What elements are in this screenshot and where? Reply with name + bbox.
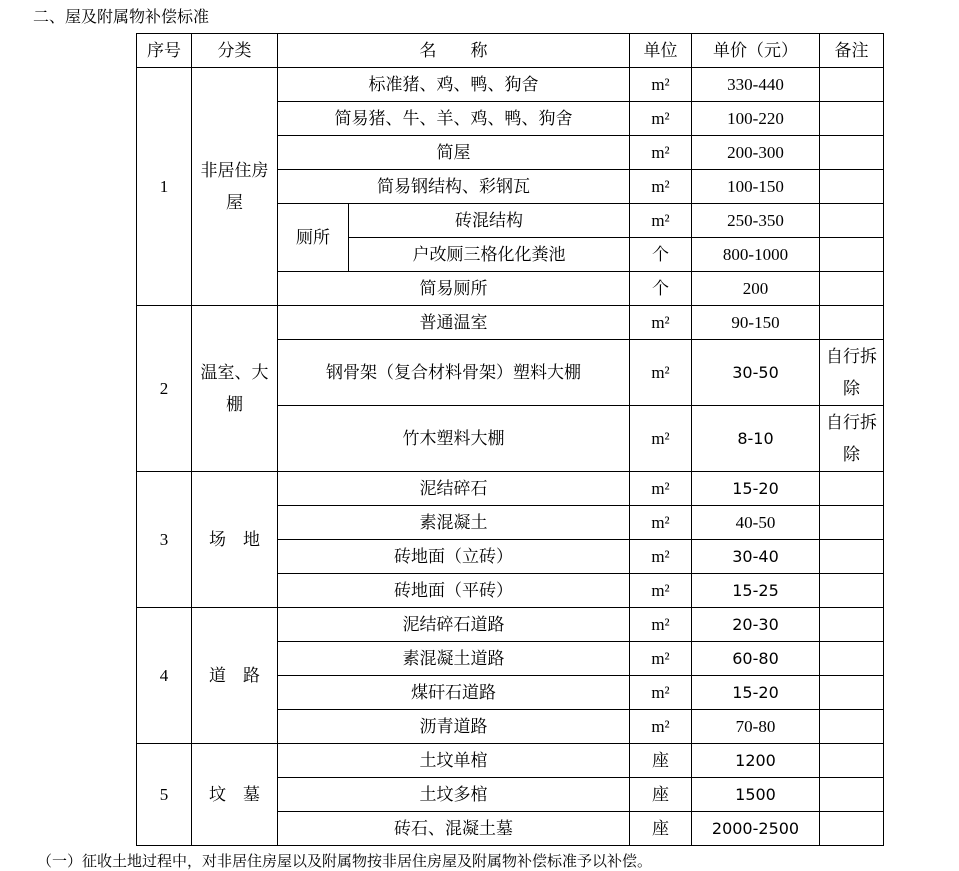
item-unit: m² — [630, 642, 692, 676]
table-header-row — [137, 34, 884, 68]
item-price: 20-30 — [692, 608, 820, 642]
item-price: 800-1000 — [692, 238, 820, 272]
item-unit: m² — [630, 406, 692, 472]
item-note — [820, 710, 884, 744]
item-note — [820, 540, 884, 574]
item-price: 40-50 — [692, 506, 820, 540]
group-seq: 1 — [137, 68, 192, 306]
item-unit: m² — [630, 608, 692, 642]
item-unit: m² — [630, 306, 692, 340]
group-seq: 2 — [137, 306, 192, 472]
item-note — [820, 170, 884, 204]
item-price: 30-40 — [692, 540, 820, 574]
group-category: 坟 墓 — [192, 744, 278, 846]
item-name: 户改厕三格化化粪池 — [349, 238, 630, 272]
table-row — [137, 608, 884, 642]
item-unit: 个 — [630, 238, 692, 272]
item-note — [820, 238, 884, 272]
item-name: 泥结碎石道路 — [278, 608, 630, 642]
header-note: 备注 — [820, 34, 884, 68]
item-name: 竹木塑料大棚 — [278, 406, 630, 472]
table-row — [137, 472, 884, 506]
item-price: 200 — [692, 272, 820, 306]
item-note — [820, 68, 884, 102]
table-row — [137, 68, 884, 102]
header-category: 分类 — [192, 34, 278, 68]
item-name: 泥结碎石 — [278, 472, 630, 506]
item-price: 100-150 — [692, 170, 820, 204]
item-unit: m² — [630, 506, 692, 540]
item-name: 砖石、混凝土墓 — [278, 812, 630, 846]
item-unit: m² — [630, 540, 692, 574]
item-price: 90-150 — [692, 306, 820, 340]
item-note — [820, 204, 884, 238]
item-unit: m² — [630, 676, 692, 710]
item-note — [820, 642, 884, 676]
footer-note: （一）征收土地过程中，对非居住房屋以及附属物按非居住房屋及附属物补偿标准予以补偿。 — [37, 852, 653, 870]
header-unit: 单位 — [630, 34, 692, 68]
item-price: 250-350 — [692, 204, 820, 238]
item-unit: 座 — [630, 744, 692, 778]
group-seq: 4 — [137, 608, 192, 744]
item-unit: m² — [630, 340, 692, 406]
item-note — [820, 778, 884, 812]
item-price: 15-25 — [692, 574, 820, 608]
item-unit: m² — [630, 102, 692, 136]
item-price: 1500 — [692, 778, 820, 812]
group-seq: 3 — [137, 472, 192, 608]
compensation-table — [136, 33, 884, 846]
item-note — [820, 272, 884, 306]
item-unit: m² — [630, 68, 692, 102]
item-unit: m² — [630, 472, 692, 506]
header-seq: 序号 — [137, 34, 192, 68]
item-price: 330-440 — [692, 68, 820, 102]
item-note — [820, 506, 884, 540]
item-name: 简易钢结构、彩钢瓦 — [278, 170, 630, 204]
item-note — [820, 676, 884, 710]
item-name: 土坟单棺 — [278, 744, 630, 778]
header-name: 名 称 — [278, 34, 630, 68]
item-unit: m² — [630, 204, 692, 238]
item-name: 简屋 — [278, 136, 630, 170]
item-unit: 个 — [630, 272, 692, 306]
item-price: 100-220 — [692, 102, 820, 136]
item-name: 砖混结构 — [349, 204, 630, 238]
item-note — [820, 306, 884, 340]
item-unit: m² — [630, 710, 692, 744]
item-note: 自行拆除 — [820, 340, 884, 406]
item-name: 沥青道路 — [278, 710, 630, 744]
item-note — [820, 472, 884, 506]
item-unit: 座 — [630, 778, 692, 812]
item-name: 砖地面（立砖） — [278, 540, 630, 574]
item-price: 1200 — [692, 744, 820, 778]
item-note — [820, 608, 884, 642]
item-note — [820, 102, 884, 136]
item-name: 标准猪、鸡、鸭、狗舍 — [278, 68, 630, 102]
item-note — [820, 574, 884, 608]
item-unit: m² — [630, 574, 692, 608]
item-name: 简易猪、牛、羊、鸡、鸭、狗舍 — [278, 102, 630, 136]
item-price: 15-20 — [692, 472, 820, 506]
item-price: 70-80 — [692, 710, 820, 744]
header-price: 单价（元） — [692, 34, 820, 68]
item-note — [820, 744, 884, 778]
item-price: 15-20 — [692, 676, 820, 710]
item-note: 自行拆除 — [820, 406, 884, 472]
item-name: 煤矸石道路 — [278, 676, 630, 710]
group-category: 场 地 — [192, 472, 278, 608]
item-unit: m² — [630, 136, 692, 170]
item-price: 60-80 — [692, 642, 820, 676]
group-category: 非居住房屋 — [192, 68, 278, 306]
item-price: 30-50 — [692, 340, 820, 406]
item-price: 8-10 — [692, 406, 820, 472]
item-note — [820, 136, 884, 170]
item-name: 素混凝土 — [278, 506, 630, 540]
item-price: 2000-2500 — [692, 812, 820, 846]
item-name: 简易厕所 — [278, 272, 630, 306]
item-unit: 座 — [630, 812, 692, 846]
item-name: 素混凝土道路 — [278, 642, 630, 676]
item-unit: m² — [630, 170, 692, 204]
table-row — [137, 744, 884, 778]
item-name: 土坟多棺 — [278, 778, 630, 812]
section-heading: 二、屋及附属物补偿标准 — [33, 7, 210, 26]
group-seq: 5 — [137, 744, 192, 846]
group-category: 温室、大棚 — [192, 306, 278, 472]
subcategory-toilet: 厕所 — [278, 204, 349, 272]
item-name: 钢骨架（复合材料骨架）塑料大棚 — [278, 340, 630, 406]
table-row — [137, 306, 884, 340]
item-note — [820, 812, 884, 846]
group-category: 道 路 — [192, 608, 278, 744]
item-name: 普通温室 — [278, 306, 630, 340]
item-name: 砖地面（平砖） — [278, 574, 630, 608]
item-price: 200-300 — [692, 136, 820, 170]
